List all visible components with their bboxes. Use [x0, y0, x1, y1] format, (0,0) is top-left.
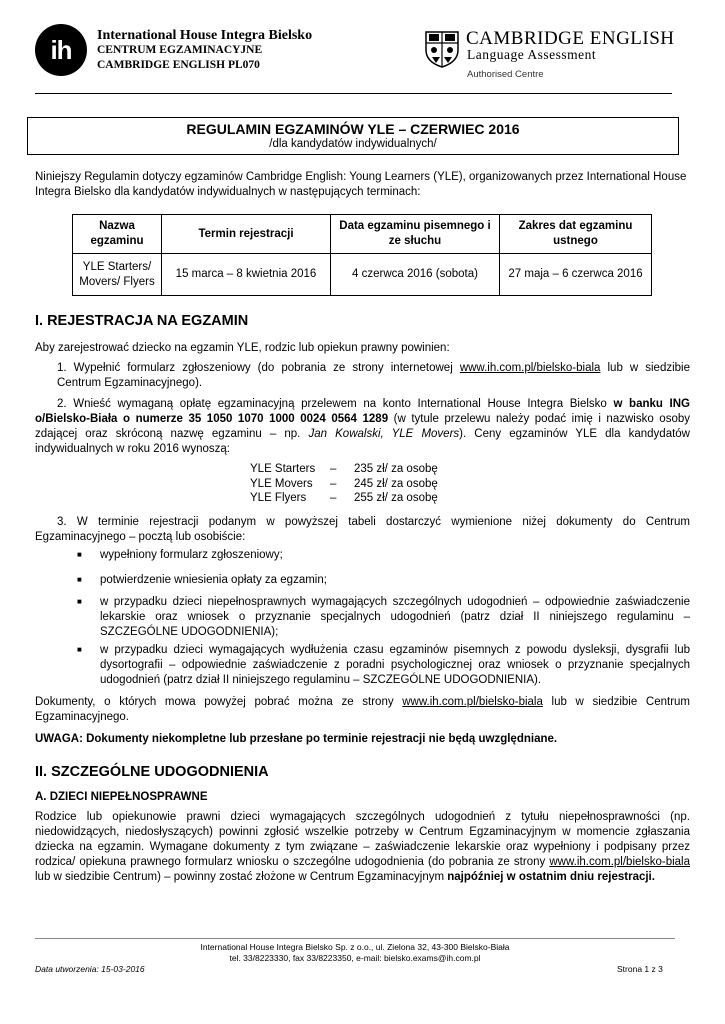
website-link[interactable]: www.ih.com.pl/bielsko-biala — [549, 856, 690, 868]
footer-contact: tel. 33/8223330, fax 33/8223350, e-mail: bielsko.exams@ih.com.pl — [229, 953, 481, 963]
step-1: 1. Wypełnić formularz zgłoszeniowy (do pobrania ze strony internetowej www.ih.com.pl/bielsko-biala lub w siedzibie Centrum Egzaminacyjnego). — [57, 362, 690, 389]
cambridge-title: CAMBRIDGE ENGLISH — [466, 28, 675, 49]
table-header: Termin rejestracji — [162, 215, 331, 254]
list-item: wypełniony formularz zgłoszeniowy; — [100, 549, 283, 561]
table-cell: 15 marca – 8 kwietnia 2016 — [162, 254, 331, 296]
documents-paragraph: Dokumenty, o których mowa powyżej pobrać można ze strony www.ih.com.pl/bielsko-biala lub w siedzibie Centrum Egzaminacyjnego. — [35, 696, 690, 723]
list-item: w przypadku dzieci wymagających wydłużenia czasu egzaminów pisemnych z powodu dysleksji, dysgrafii lub dysortografii – odpowiednie zaświadczenie z poradni psychologicznej oraz wniosek o przyznanie specjalnych udogodnień (patrz dział II niniejszego regulaminu – SZCZEGÓLNE UDOGODNIENIA). — [100, 644, 690, 686]
fee-row: YLE Movers – 245 zł/ za osobę — [250, 477, 438, 490]
section-1-lead: Aby zarejestrować dziecko na egzamin YLE, rodzic lub opiekun prawny powinien: — [35, 342, 450, 354]
document-subtitle: /dla kandydatów indywidualnych/ — [269, 138, 437, 150]
list-item: potwierdzenie wniesienia opłaty za egzamin; — [100, 574, 327, 586]
table-header: Nazwa egzaminu — [73, 215, 162, 254]
section-2-heading: II. SZCZEGÓLNE UDOGODNIENIA — [35, 764, 269, 780]
centre-line: CENTRUM EGZAMINACYJNE — [97, 44, 263, 56]
document-title: REGULAMIN EGZAMINÓW YLE – CZERWIEC 2016 — [186, 121, 520, 137]
footer-address: International House Integra Bielsko Sp. z o.o., ul. Zielona 32, 43-300 Bielsko-Biała — [200, 942, 510, 952]
section-2a-heading: A. DZIECI NIEPEŁNOSPRAWNE — [35, 791, 208, 803]
bullet-icon: ■ — [77, 575, 82, 584]
bullet-icon: ■ — [77, 597, 82, 606]
bullet-icon: ■ — [77, 645, 82, 654]
ih-logo: ih — [35, 24, 87, 76]
warning-note: UWAGA: Dokumenty niekompletne lub przesłane po terminie rejestracji nie będą uwzględniane. — [35, 733, 558, 745]
cambridge-crest-icon — [424, 30, 460, 68]
header-divider — [35, 93, 672, 94]
creation-date: Data utworzenia: 15-03-2016 — [35, 964, 145, 974]
school-name: International House Integra Bielsko — [97, 28, 313, 43]
list-item: w przypadku dzieci niepełnosprawnych wymagających szczególnych udogodnień – odpowiednie zaświadczenie lekarskie oraz wniosek o przyznanie specjalnych udogodnień (patrz dział II niniejszego regulaminu – SZCZEGÓLNE UDOGODNIENIA); — [100, 596, 690, 638]
table-header: Data egzaminu pisemnego i ze słuchu — [331, 215, 500, 254]
step-2: 2. Wnieść wymaganą opłatę egzaminacyjną przelewem na konto International House Integra Bielsko w banku ING o/Bielsko-Biała o numerze 35 1050 1070 1000 0024 0564 1289 (w tytule przelewu należy podać imię i nazwisko osoby zdającej oraz skróconą nazwę egzaminu – np. Jan Kowalski, YLE Movers). Ceny egzaminów YLE dla kandydatów indywidualnych w roku 2016 wynoszą: — [35, 398, 690, 455]
table-cell: 4 czerwca 2016 (sobota) — [331, 254, 500, 296]
step-3: 3. W terminie rejestracji podanym w powyższej tabeli dostarczyć wymienione niżej dokumenty do Centrum Egzaminacyjnego – pocztą lub osobiście: — [35, 516, 690, 543]
school-header — [97, 28, 312, 73]
table-cell: YLE Starters/ Movers/ Flyers — [73, 254, 162, 296]
table-header: Zakres dat egzaminu ustnego — [500, 215, 652, 254]
page-number: Strona 1 z 3 — [617, 964, 663, 974]
authorised-centre: Authorised Centre — [467, 69, 544, 80]
website-link[interactable]: www.ih.com.pl/bielsko-biala — [402, 696, 543, 708]
intro-paragraph: Niniejszy Regulamin dotyczy egzaminów Cambridge English: Young Learners (YLE), organizowanych przez International House Integra Bielsko dla kandydatów indywidualnych w następujących terminach: — [35, 171, 687, 198]
cambridge-subtitle: Language Assessment — [467, 47, 597, 62]
bullet-icon: ■ — [77, 550, 82, 559]
fee-row: YLE Starters – 235 zł/ za osobę — [250, 463, 438, 475]
exam-dates-table — [72, 214, 652, 296]
fee-row: YLE Flyers – 255 zł/ za osobę — [250, 492, 438, 504]
footer-divider — [35, 938, 675, 939]
centre-code: CAMBRIDGE ENGLISH PL070 — [97, 59, 260, 71]
section-2a-paragraph: Rodzice lub opiekunowie prawni dzieci wymagających szczególnych udogodnień z tytułu niepełnosprawności (np. niedowidzących, niedosłyszących) powinni zgłosić wszelkie potrzeby w Centrum Egzaminacyjnym w momencie zgłaszania dziecka na egzamin. Wymagane dokumenty z tym związane – zaświadczenie lekarskie oraz wypełniony i podpisany przez rodzica/ opiekuna prawnego formularz wniosku o szczególne udogodnienia (do pobrania ze strony www.ih.com.pl/bielsko-biala lub w siedzibie Centrum) – powinny zostać złożone w Centrum Egzaminacyjnym najpóźniej w ostatnim dniu rejestracji. — [35, 811, 690, 883]
document-title-box — [27, 117, 679, 155]
table-cell: 27 maja – 6 czerwca 2016 — [500, 254, 652, 296]
section-1-heading: I. REJESTRACJA NA EGZAMIN — [35, 313, 249, 329]
fee-list — [250, 462, 438, 506]
table-row — [73, 254, 652, 296]
website-link[interactable]: www.ih.com.pl/bielsko-biala — [459, 362, 601, 374]
